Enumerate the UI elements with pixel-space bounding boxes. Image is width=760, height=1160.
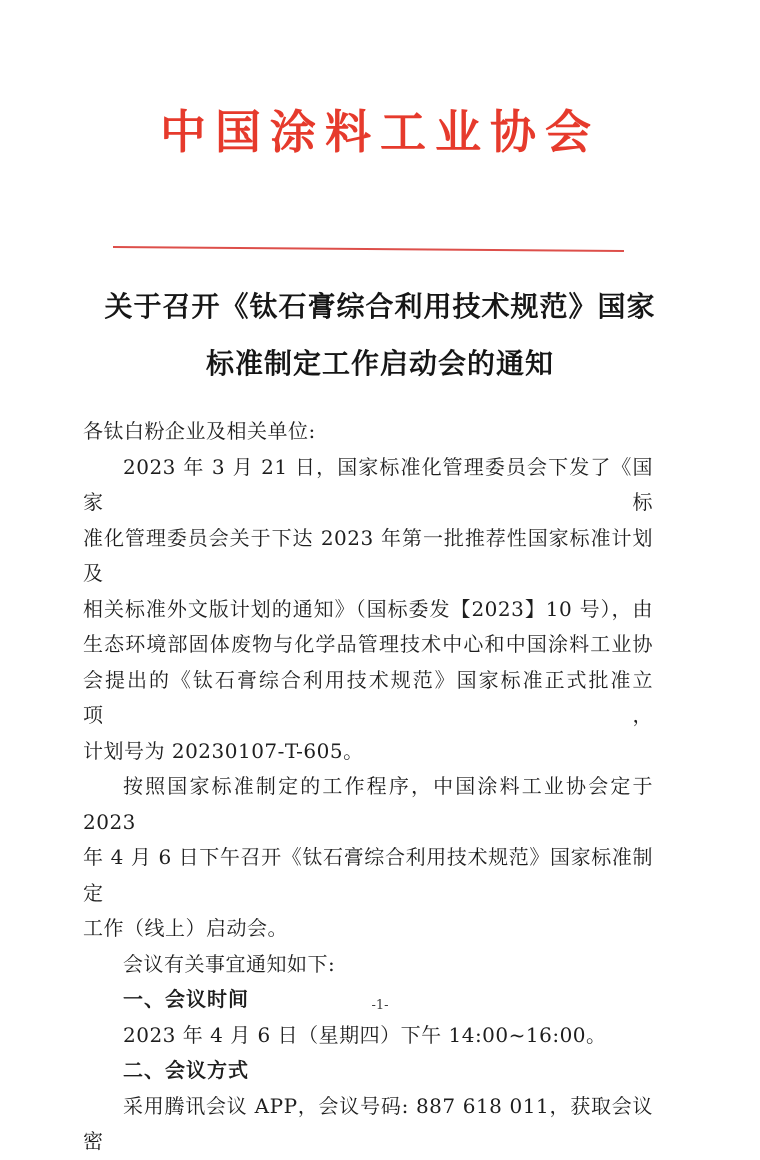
- body-line: 各钛白粉企业及相关单位:: [83, 419, 316, 443]
- page-number: -1-: [371, 998, 389, 1013]
- body-line: 会议有关事宜通知如下:: [123, 951, 336, 976]
- body-line: 年 4 月 6 日下午召开《钛石膏综合利用技术规范》国家标准制定: [83, 845, 653, 905]
- section-heading: 二、会议方式: [123, 1058, 249, 1082]
- masthead-divider-line: [113, 246, 624, 252]
- document-title-line-1: 关于召开《钛石膏综合利用技术规范》国家: [104, 290, 656, 323]
- body-line: 生态环境部固体废物与化学品管理技术中心和中国涂料工业协: [83, 632, 653, 656]
- document-title: [0, 278, 760, 392]
- body-line: 计划号为 20230107-T-605。: [83, 738, 364, 763]
- body-line: 2023 年 4 月 6 日（星期四）下午 14:00~16:00。: [123, 1022, 607, 1047]
- body-line: 相关标准外文版计划的通知》（国标委发【2023】10 号），由: [83, 596, 653, 621]
- body-line: 按照国家标准制定的工作程序，中国涂料工业协会定于 2023: [83, 774, 653, 834]
- body-line: 准化管理委员会关于下达 2023 年第一批推荐性国家标准计划及: [83, 525, 653, 585]
- body-line: 2023 年 3 月 21 日，国家标准化管理委员会下发了《国家标: [83, 454, 653, 514]
- body-text: [83, 414, 653, 1160]
- section-heading: 一、会议时间: [123, 987, 249, 1011]
- body-line: 采用腾讯会议 APP，会议号码: 887 618 011，获取会议密: [83, 1093, 653, 1153]
- body-line: 会提出的《钛石膏综合利用技术规范》国家标准正式批准立项，: [83, 667, 653, 727]
- body-line: 工作（线上）启动会。: [83, 916, 288, 940]
- document-title-line-2: 标准制定工作启动会的通知: [205, 347, 554, 380]
- organization-masthead: 中国涂料工业协会: [160, 105, 600, 159]
